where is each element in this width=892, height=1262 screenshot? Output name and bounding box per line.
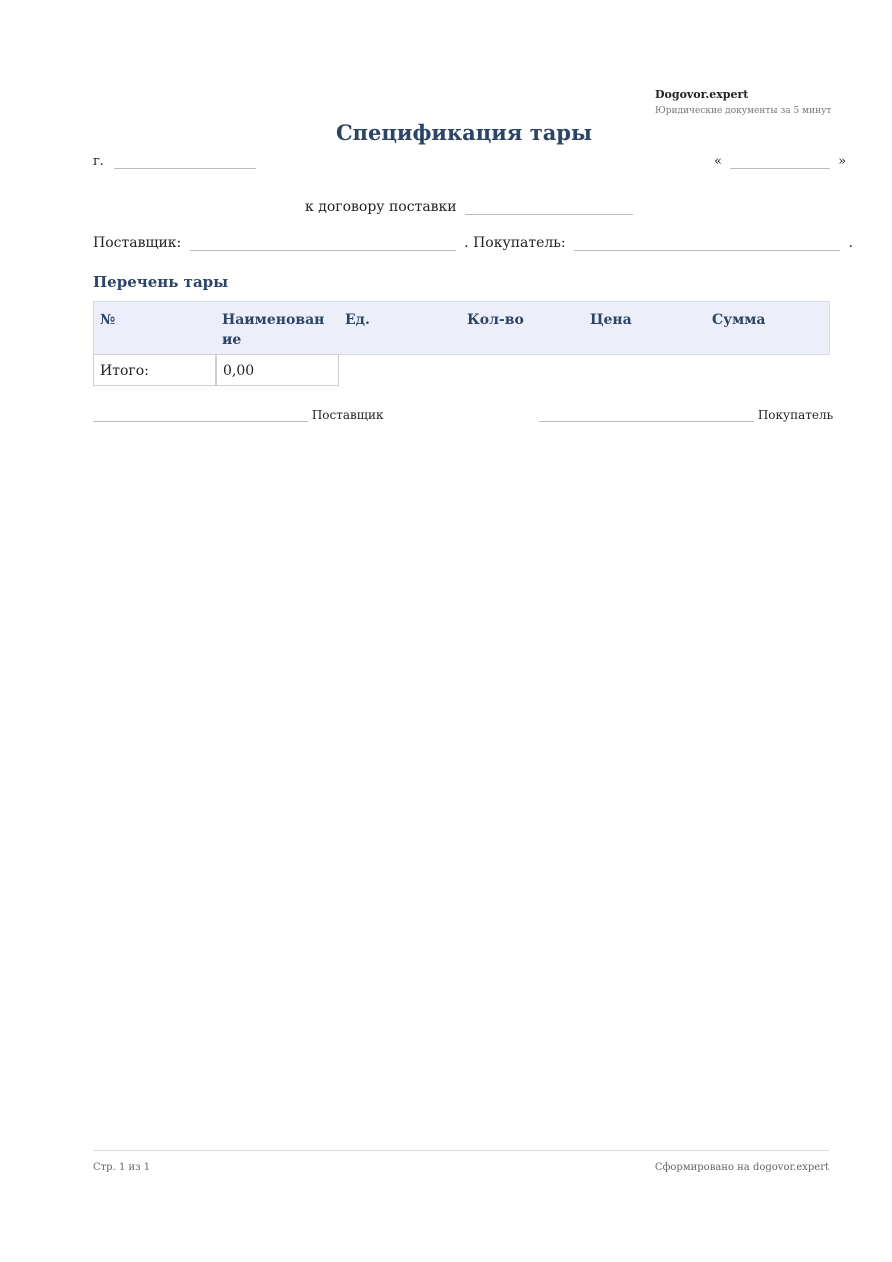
footer-divider [93,1150,829,1151]
section-title: Перечень тары [93,273,229,291]
brand-name: Dogovor.expert [655,88,749,101]
city-row [93,154,256,169]
document-title: Спецификация тары [335,120,593,145]
buyer-signature [539,404,833,422]
contract-number-field[interactable] [465,200,633,215]
column-header-name: Наименование [222,312,325,348]
column-header-number: № [100,312,116,328]
contract-row [305,199,633,215]
supplier-signature [93,404,383,422]
buyer-field[interactable] [574,236,840,251]
city-field[interactable] [114,154,256,169]
total-value: 0,00 [216,354,339,386]
city-prefix: г. [93,154,104,169]
supplier-field[interactable] [190,236,456,251]
brand-block [655,88,855,118]
supplier-signature-label: Поставщик [311,408,384,422]
date-field[interactable] [730,154,830,169]
date-close-quote: » [838,154,847,169]
date-open-quote: « [714,154,722,169]
column-header-quantity: Кол-во [467,312,524,328]
supplier-signature-line[interactable] [93,404,308,422]
brand-tagline: Юридические документы за 5 минут [655,106,832,116]
column-header-price: Цена [590,312,632,328]
column-header-sum: Сумма [712,312,766,328]
buyer-label: . Покупатель: [464,235,566,251]
page-number: Стр. 1 из 1 [93,1162,151,1173]
end-period: . [848,235,853,251]
contract-text: к договору поставки [305,199,457,215]
generated-note: Сформировано на dogovor.expert [654,1162,829,1173]
column-header-unit: Ед. [345,312,370,328]
table-header [93,301,830,355]
buyer-signature-line[interactable] [539,404,754,422]
total-label: Итого: [93,354,216,386]
date-row [714,154,846,169]
buyer-signature-label: Покупатель [757,408,834,422]
parties-row [93,235,853,251]
supplier-label: Поставщик: [93,235,182,251]
